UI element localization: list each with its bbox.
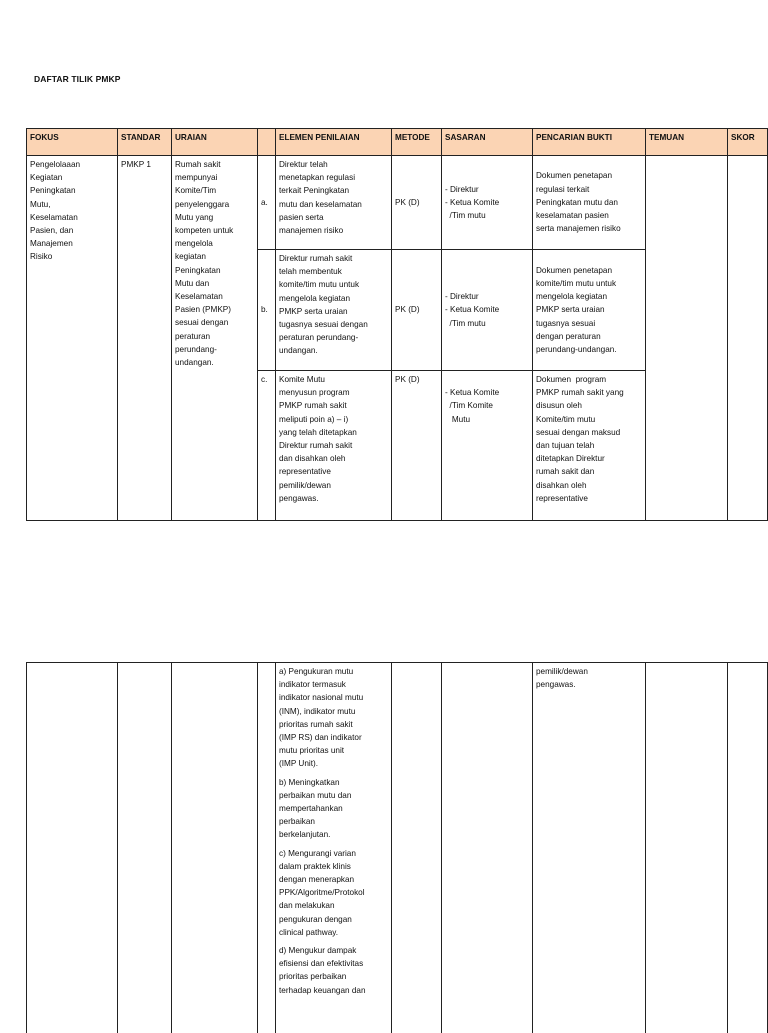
header-fokus: FOKUS xyxy=(27,129,118,156)
cell-line: - Ketua Komite xyxy=(445,305,500,315)
criteria-item xyxy=(279,847,388,939)
cell-line: perundang-undangan. xyxy=(536,345,617,354)
cell-line: dengan menerapkan xyxy=(279,875,355,885)
cell-line: mengelola kegiatan xyxy=(279,293,351,303)
header-row xyxy=(27,129,768,156)
cell-line: representative xyxy=(279,467,331,477)
criteria-item xyxy=(279,776,388,842)
cell-line: komite/tim mutu untuk xyxy=(536,278,617,288)
cell-line: a) Pengukuran mutu xyxy=(279,667,354,676)
cell-line: indikator termasuk xyxy=(279,680,346,690)
cell-line: komite/tim mutu untuk xyxy=(279,280,360,290)
cell-line: - Ketua Komite xyxy=(445,197,500,207)
criteria-item xyxy=(279,665,388,771)
cell-line: kegiatan xyxy=(175,252,206,262)
sasaran-cell xyxy=(442,156,533,250)
cell-line: clinical pathway. xyxy=(279,927,339,937)
cell-line: mutu prioritas unit xyxy=(279,746,345,756)
cell-line: mengelola kegiatan xyxy=(536,292,608,302)
cell-line: - Direktur xyxy=(445,184,479,194)
bukti-cell xyxy=(533,663,646,1033)
cell-line: tugasnya sesuai dengan xyxy=(279,320,368,330)
criteria-item xyxy=(279,944,388,997)
cell-line: peraturan perundang- xyxy=(279,333,359,343)
cell-line: Mutu yang xyxy=(175,212,214,222)
metode-cell: PK (D) xyxy=(392,250,442,371)
header-standar: STANDAR xyxy=(118,129,172,156)
cell-line: keselamatan pasien xyxy=(536,211,609,221)
header-metode: METODE xyxy=(392,129,442,156)
cell-line: PMKP serta uraian xyxy=(279,306,348,316)
cell-line: peraturan xyxy=(175,331,211,341)
cell-line: (IMP Unit). xyxy=(279,759,318,769)
cell-line: berkelanjutan. xyxy=(279,830,331,840)
cell-line: manajemen risiko xyxy=(279,226,344,236)
cell-line: dan tujuan telah xyxy=(536,441,595,451)
cell-line: Peningkatan xyxy=(30,186,76,196)
cell-line: disusun oleh xyxy=(536,401,582,411)
cell-line: dan disahkan oleh xyxy=(279,454,346,464)
cell-line: Keselamatan xyxy=(30,212,78,222)
header-pencarian-bukti: PENCARIAN BUKTI xyxy=(533,129,646,156)
cell-line: Manajemen xyxy=(30,239,73,249)
table-row xyxy=(27,663,768,1033)
elemen-cell xyxy=(276,156,392,250)
temuan-cell xyxy=(646,663,728,1033)
row-marker: b. xyxy=(258,250,276,371)
row-marker xyxy=(258,663,276,1033)
cell-line: menyusun program xyxy=(279,388,350,398)
cell-line: Rumah sakit xyxy=(175,160,221,169)
table-row xyxy=(27,156,768,250)
cell-line: Kegiatan xyxy=(30,173,63,183)
cell-line: PMKP rumah sakit xyxy=(279,401,347,411)
continuation-table xyxy=(26,662,768,1033)
cell-line: meliputi poin a) – i) xyxy=(279,414,349,424)
bukti-cell xyxy=(533,156,646,250)
elemen-cell xyxy=(276,250,392,371)
row-marker: a. xyxy=(258,156,276,250)
skor-cell xyxy=(728,156,768,521)
cell-line: dengan peraturan xyxy=(536,331,601,341)
uraian-cell xyxy=(172,663,258,1033)
cell-line: (INM), indikator mutu xyxy=(279,706,356,716)
document-title: DAFTAR TILIK PMKP xyxy=(34,74,121,84)
sasaran-cell xyxy=(442,371,533,521)
cell-line: penyelenggara xyxy=(175,199,230,209)
cell-line: prioritas rumah sakit xyxy=(279,719,353,729)
cell-line: regulasi terkait xyxy=(536,184,590,194)
fokus-cell xyxy=(27,156,118,521)
cell-line: pengawas. xyxy=(536,680,576,690)
cell-line: perbaikan xyxy=(279,817,315,827)
metode-cell: PK (D) xyxy=(392,156,442,250)
cell-line: Keselamatan xyxy=(175,292,223,302)
header-uraian: URAIAN xyxy=(172,129,258,156)
cell-line: perundang- xyxy=(175,344,217,354)
cell-line: /Tim mutu xyxy=(445,318,486,328)
sasaran-cell xyxy=(442,663,533,1033)
cell-line: prioritas perbaikan xyxy=(279,972,347,982)
temuan-cell xyxy=(646,156,728,521)
cell-line xyxy=(445,373,529,386)
header-elemen-penilaian: ELEMEN PENILAIAN xyxy=(276,129,392,156)
cell-line: mempertahankan xyxy=(279,804,343,814)
cell-line: - Direktur xyxy=(445,292,479,302)
cell-line: Mutu xyxy=(445,414,471,424)
cell-line: menetapkan regulasi xyxy=(279,173,356,183)
cell-line: efisiensi dan efektivitas xyxy=(279,959,364,969)
standar-cell xyxy=(118,663,172,1033)
header-temuan: TEMUAN xyxy=(646,129,728,156)
cell-line: Peningkatan xyxy=(175,265,221,275)
cell-line: pemilik/dewan xyxy=(536,667,588,676)
cell-line: terkait Peningkatan xyxy=(279,186,350,196)
cell-line: sesuai dengan maksud xyxy=(536,427,621,437)
cell-line: sesuai dengan xyxy=(175,318,229,328)
cell-line: /Tim Komite xyxy=(445,401,493,411)
cell-line: kompeten untuk xyxy=(175,226,234,236)
skor-cell xyxy=(728,663,768,1033)
cell-line: mengelola xyxy=(175,239,213,249)
cell-line: d) Mengukur dampak xyxy=(279,946,357,956)
cell-line: Risiko xyxy=(30,252,53,262)
standar-cell: PMKP 1 xyxy=(118,156,172,521)
bukti-cell xyxy=(533,250,646,371)
cell-line: Direktur rumah sakit xyxy=(279,441,353,451)
cell-line: Dokumen penetapan xyxy=(536,171,613,181)
cell-line: dalam praktek klinis xyxy=(279,861,351,871)
cell-line: Komite/tim mutu xyxy=(536,414,596,424)
cell-line: Direktur rumah sakit xyxy=(279,254,353,263)
cell-line: pasien serta xyxy=(279,212,324,222)
cell-line: Dokumen penetapan xyxy=(536,265,613,275)
cell-line: indikator nasional mutu xyxy=(279,693,364,703)
uraian-cell xyxy=(172,156,258,521)
header-sasaran: SASARAN xyxy=(442,129,533,156)
cell-line: PPK/Algoritme/Protokol xyxy=(279,888,365,898)
cell-line: mempunyai xyxy=(175,173,218,183)
cell-line: tugasnya sesuai xyxy=(536,318,596,328)
cell-line: Peningkatan mutu dan xyxy=(536,197,618,207)
sasaran-cell xyxy=(442,250,533,371)
cell-line: dan melakukan xyxy=(279,901,335,911)
elemen-cell xyxy=(276,371,392,521)
cell-line: Komite/Tim xyxy=(175,186,217,196)
cell-line: representative xyxy=(536,493,588,503)
cell-line: Direktur telah xyxy=(279,160,328,169)
fokus-cell xyxy=(27,663,118,1033)
cell-line: b) Meningkatkan xyxy=(279,777,340,787)
cell-line: pengawas. xyxy=(279,493,319,503)
cell-line: c) Mengurangi varian xyxy=(279,848,356,858)
cell-line: Dokumen program xyxy=(536,375,607,384)
header-marker xyxy=(258,129,276,156)
cell-line: Mutu dan xyxy=(175,278,210,288)
cell-line: PMKP rumah sakit yang xyxy=(536,388,624,398)
cell-line: ditetapkan Direktur xyxy=(536,454,605,464)
cell-line: undangan. xyxy=(175,358,214,368)
cell-line: mutu dan keselamatan xyxy=(279,199,362,209)
checklist-table xyxy=(26,128,768,521)
cell-line: /Tim mutu xyxy=(445,211,486,221)
cell-line: serta manajemen risiko xyxy=(536,224,621,234)
cell-line: perbaikan mutu dan xyxy=(279,790,352,800)
metode-cell: PK (D) xyxy=(392,371,442,521)
cell-line: - Ketua Komite xyxy=(445,388,500,398)
metode-cell xyxy=(392,663,442,1033)
cell-line: Pasien, dan xyxy=(30,226,74,236)
cell-line: terhadap keuangan dan xyxy=(279,985,366,995)
cell-line: (IMP RS) dan indikator xyxy=(279,733,362,743)
row-marker: c. xyxy=(258,371,276,521)
cell-line: pengukuran dengan xyxy=(279,914,352,924)
cell-line: Pasien (PMKP) xyxy=(175,305,231,315)
cell-line: Pengelolaaan xyxy=(30,160,81,169)
bukti-cell xyxy=(533,371,646,521)
cell-line: rumah sakit dan xyxy=(536,467,595,477)
cell-line: Mutu, xyxy=(30,199,51,209)
cell-line: yang telah ditetapkan xyxy=(279,427,357,437)
cell-line: pemilik/dewan xyxy=(279,480,331,490)
cell-line: disahkan oleh xyxy=(536,480,587,490)
cell-line: Komite Mutu xyxy=(279,375,325,384)
cell-line: undangan. xyxy=(279,346,318,356)
header-skor: SKOR xyxy=(728,129,768,156)
elemen-cell xyxy=(276,663,392,1033)
cell-line: PMKP serta uraian xyxy=(536,305,605,315)
cell-line: telah membentuk xyxy=(279,267,342,277)
